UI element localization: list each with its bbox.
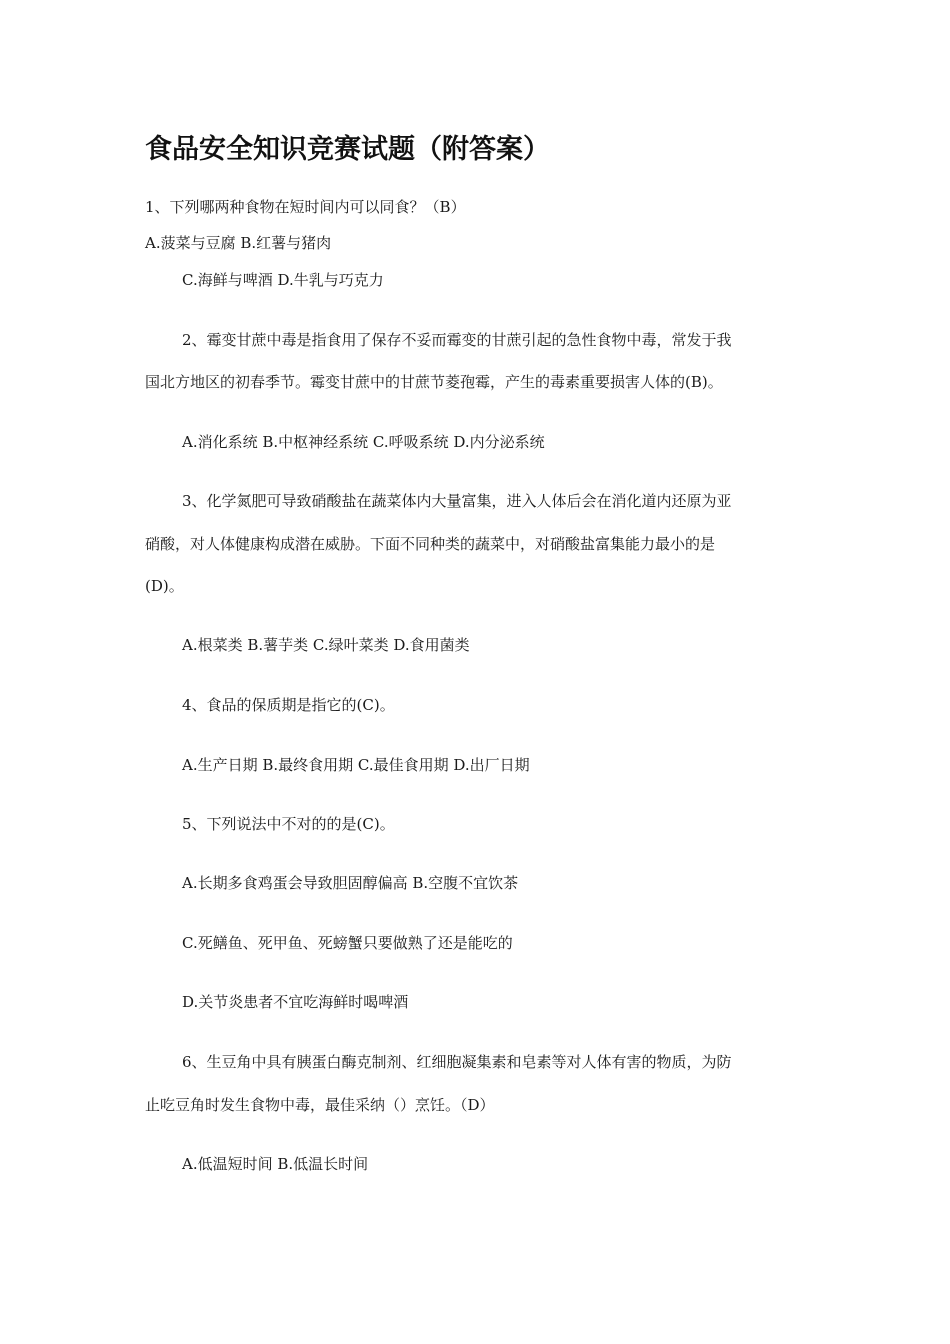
question-1-options-ab: A.菠菜与豆腐 B.红薯与猪肉 [145, 234, 332, 252]
question-6-line-1: 6、生豆角中具有胰蛋白酶克制剂、红细胞凝集素和皂素等对人体有害的物质，为防 [182, 1053, 732, 1071]
question-1: 1、下列哪两种食物在短时间内可以同食？（B） [145, 198, 466, 216]
question-5-option-c: C.死鳝鱼、死甲鱼、死螃蟹只要做熟了还是能吃的 [182, 934, 513, 952]
question-2-line-2: 国北方地区的初春季节。霉变甘蔗中的甘蔗节菱孢霉，产生的毒素重要损害人体的(B)。 [145, 373, 723, 391]
question-6-options: A.低温短时间 B.低温长时间 [182, 1155, 369, 1173]
question-1-options-cd: C.海鲜与啤酒 D.牛乳与巧克力 [182, 271, 384, 289]
question-3-line-2: 硝酸，对人体健康构成潜在威胁。下面不同种类的蔬菜中，对硝酸盐富集能力最小的是 [145, 535, 716, 553]
question-4: 4、食品的保质期是指它的(C)。 [182, 696, 395, 714]
question-2-options: A.消化系统 B.中枢神经系统 C.呼吸系统 D.内分泌系统 [182, 433, 545, 451]
question-6-line-2: 止吃豆角时发生食物中毒，最佳采纳（）烹饪。（D） [145, 1096, 495, 1114]
document-title: 食品安全知识竞赛试题（附答案） [145, 134, 550, 165]
question-5-option-d: D.关节炎患者不宜吃海鲜时喝啤酒 [182, 993, 409, 1011]
question-4-options: A.生产日期 B.最终食用期 C.最佳食用期 D.出厂日期 [182, 756, 530, 774]
question-3-line-3: (D)。 [145, 577, 184, 595]
question-2-line-1: 2、霉变甘蔗中毒是指食用了保存不妥而霉变的甘蔗引起的急性食物中毒，常发于我 [182, 331, 732, 349]
question-5: 5、下列说法中不对的的是(C)。 [182, 815, 395, 833]
question-3-options: A.根菜类 B.薯芋类 C.绿叶菜类 D.食用菌类 [182, 636, 470, 654]
question-5-option-ab: A.长期多食鸡蛋会导致胆固醇偏高 B.空腹不宜饮茶 [182, 874, 519, 892]
question-3-line-1: 3、化学氮肥可导致硝酸盐在蔬菜体内大量富集，进入人体后会在消化道内还原为亚 [182, 492, 732, 510]
